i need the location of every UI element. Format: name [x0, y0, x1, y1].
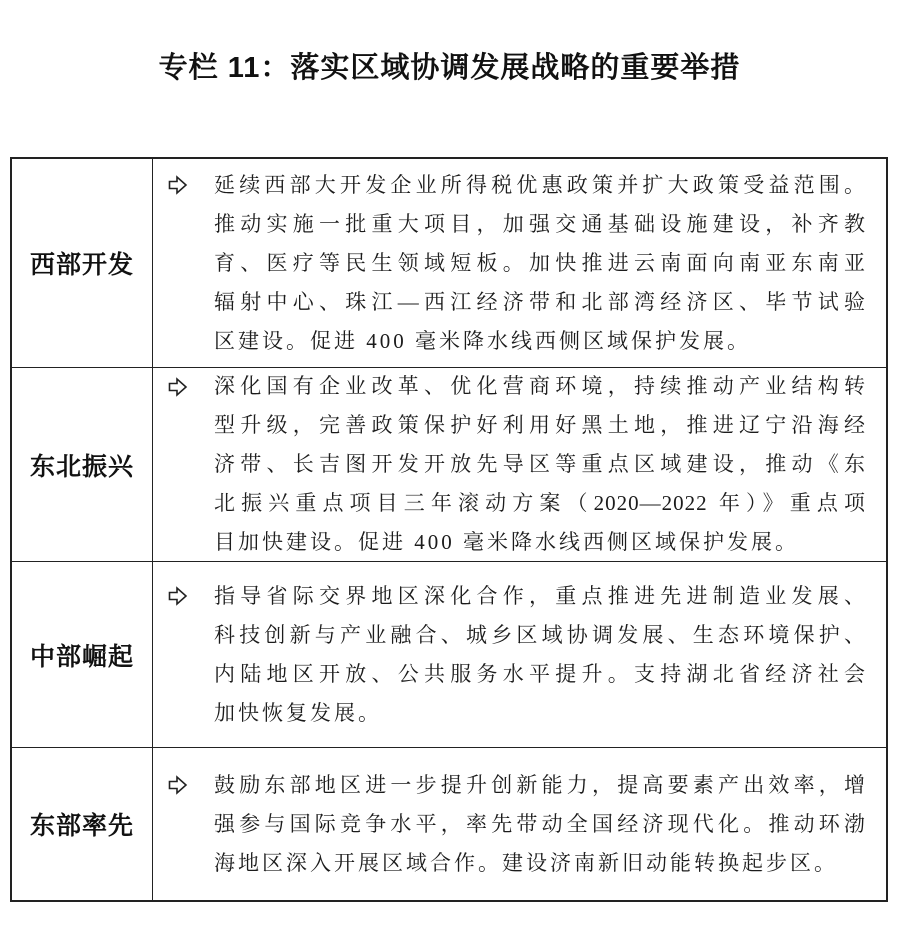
text-line: 指导省际交界地区深化合作，重点推进先进制造业发展、 [214, 583, 866, 608]
row-content-cell [153, 368, 886, 561]
row-label: 中部崛起 [29, 642, 134, 671]
row-text [214, 766, 866, 883]
right-white-arrow-icon [167, 577, 188, 616]
text-line: 海地区深入开展区域合作。建设济南新旧动能转换起步区。 [214, 850, 838, 875]
measures-table [10, 157, 888, 902]
row-text [214, 577, 866, 733]
text-line: 内陆地区开放、公共服务水平提升。支持湖北省经济社会 [214, 661, 866, 686]
row-text [214, 166, 866, 361]
row-text [214, 367, 866, 562]
table-row [12, 747, 886, 900]
text-line: 目加快建设。促进 400 毫米降水线西侧区域保护发展。 [214, 530, 799, 554]
text-line: 育、医疗等民生领域短板。加快推进云南面向南亚东南亚 [214, 250, 866, 275]
page-title: 专栏 11：落实区域协调发展战略的重要举措 [158, 52, 741, 84]
row-label: 东北振兴 [29, 452, 134, 481]
text-line: 加快恢复发展。 [214, 700, 382, 725]
row-content-cell [153, 159, 886, 367]
text-line: 延续西部大开发企业所得税优惠政策并扩大政策受益范围。 [214, 172, 866, 197]
text-line: 强参与国际竞争水平，率先带动全国经济现代化。推动环渤 [214, 811, 866, 836]
table-row [12, 159, 886, 367]
table-row [12, 367, 886, 561]
text-line: 鼓励东部地区进一步提升创新能力，提高要素产出效率，增 [214, 772, 866, 797]
right-white-arrow-icon [167, 766, 188, 805]
row-label-cell [12, 562, 153, 747]
text-line: 北振兴重点项目三年滚动方案（2020—2022 年）》重点项 [214, 491, 866, 515]
row-content-cell [153, 562, 886, 747]
right-white-arrow-icon [167, 367, 188, 406]
text-line: 科技创新与产业融合、城乡区域协调发展、生态环境保护、 [214, 622, 866, 647]
row-content-cell [153, 748, 886, 900]
text-line: 区建设。促进 400 毫米降水线西侧区域保护发展。 [214, 328, 751, 353]
row-label-cell [12, 159, 153, 367]
text-line: 深化国有企业改革、优化营商环境，持续推动产业结构转 [214, 374, 866, 398]
text-line: 型升级，完善政策保护好利用好黑土地，推进辽宁沿海经 [214, 413, 866, 437]
row-label-cell [12, 748, 153, 900]
table-row [12, 561, 886, 747]
row-label: 西部开发 [29, 251, 134, 279]
text-line: 辐射中心、珠江—西江经济带和北部湾经济区、毕节试验 [214, 289, 866, 314]
row-label-cell [12, 368, 153, 561]
text-line: 济带、长吉图开发开放先导区等重点区域建设，推动《东 [214, 452, 866, 476]
text-line: 推动实施一批重大项目，加强交通基础设施建设，补齐教 [214, 211, 866, 236]
row-label: 东部率先 [29, 812, 134, 840]
right-white-arrow-icon [167, 166, 188, 205]
